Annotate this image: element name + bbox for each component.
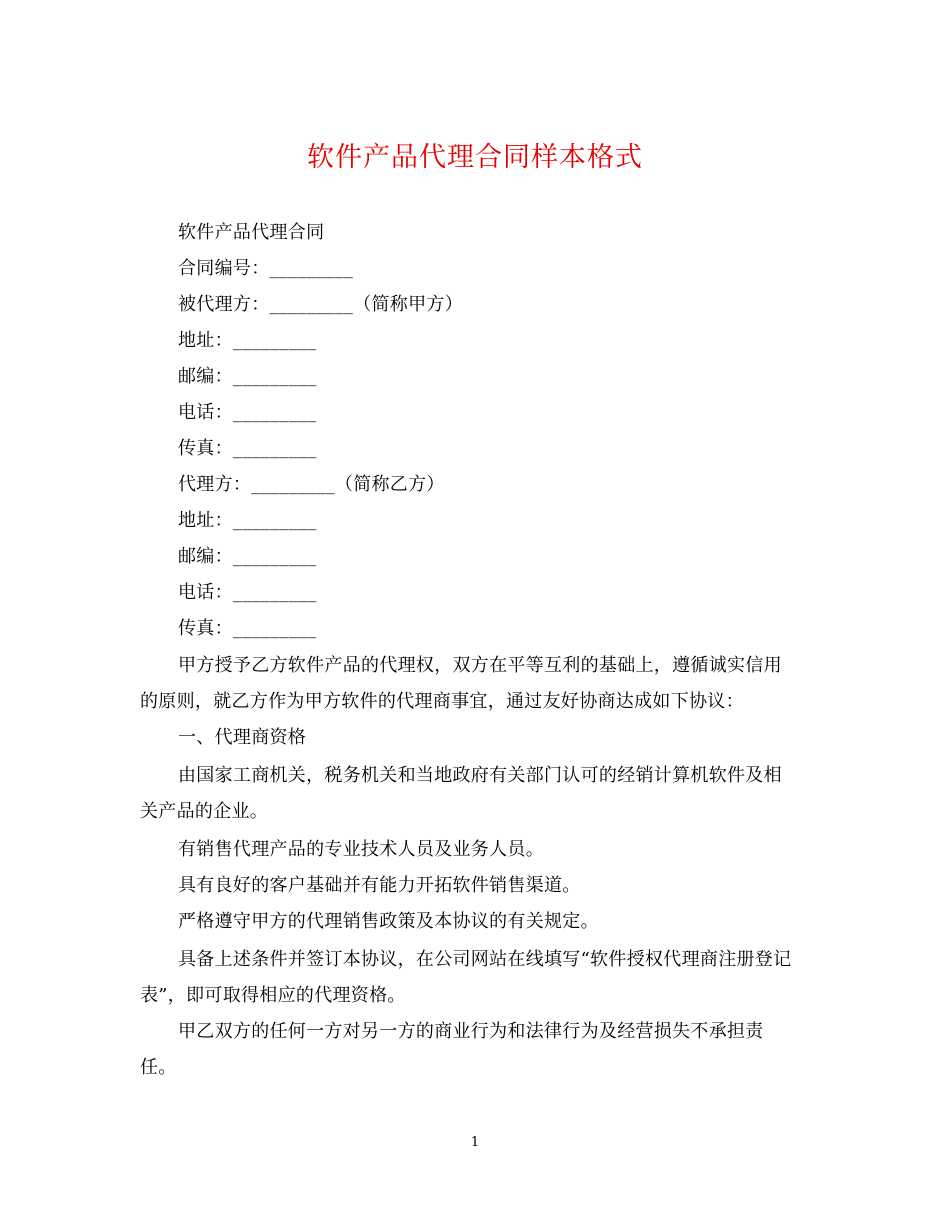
party-b-fax-field: 传真：_________ [178, 618, 317, 639]
party-a-fax-field: 传真：_________ [178, 438, 317, 459]
party-b-address-field: 地址：_________ [178, 510, 317, 531]
party-a-phone-field: 电话：_________ [178, 402, 317, 423]
contract-subtitle: 软件产品代理合同 [178, 222, 325, 243]
section-1-heading: 一、代理商资格 [178, 727, 307, 748]
party-a-address-field: 地址：_________ [178, 330, 317, 351]
qualification-5-line-2: 表”，即可取得相应的代理资格。 [140, 985, 406, 1006]
intro-paragraph-line-2: 的原则，就乙方作为甲方软件的代理商事宜，通过友好协商达成如下协议： [140, 691, 744, 712]
qualification-1-line-2: 关产品的企业。 [140, 801, 269, 822]
party-a-postcode-field: 邮编：_________ [178, 366, 317, 387]
principal-party-field: 被代理方：_________（简称甲方） [178, 294, 463, 315]
qualification-5-line-1: 具备上述条件并签订本协议，在公司网站在线填写“软件授权代理商注册登记 [178, 949, 792, 970]
qualification-3: 具有良好的客户基础并有能力开拓软件销售渠道。 [178, 875, 581, 896]
party-b-phone-field: 电话：_________ [178, 582, 317, 603]
document-title: 软件产品代理合同样本格式 [307, 142, 643, 173]
intro-paragraph-line-1: 甲方授予乙方软件产品的代理权，双方在平等互利的基础上，遵循诚实信用 [178, 655, 782, 676]
contract-number-field: 合同编号：_________ [178, 258, 354, 279]
liability-clause-line-2: 任。 [140, 1057, 177, 1078]
qualification-1-line-1: 由国家工商机关，税务机关和当地政府有关部门认可的经销计算机软件及相 [178, 765, 782, 786]
agent-party-field: 代理方：_________（简称乙方） [178, 474, 445, 495]
liability-clause-line-1: 甲乙双方的任何一方对另一方的商业行为和法律行为及经营损失不承担责 [178, 1021, 764, 1042]
qualification-4: 严格遵守甲方的代理销售政策及本协议的有关规定。 [178, 911, 599, 932]
qualification-2: 有销售代理产品的专业技术人员及业务人员。 [178, 839, 544, 860]
page-number: 1 [470, 1135, 480, 1150]
party-b-postcode-field: 邮编：_________ [178, 546, 317, 567]
